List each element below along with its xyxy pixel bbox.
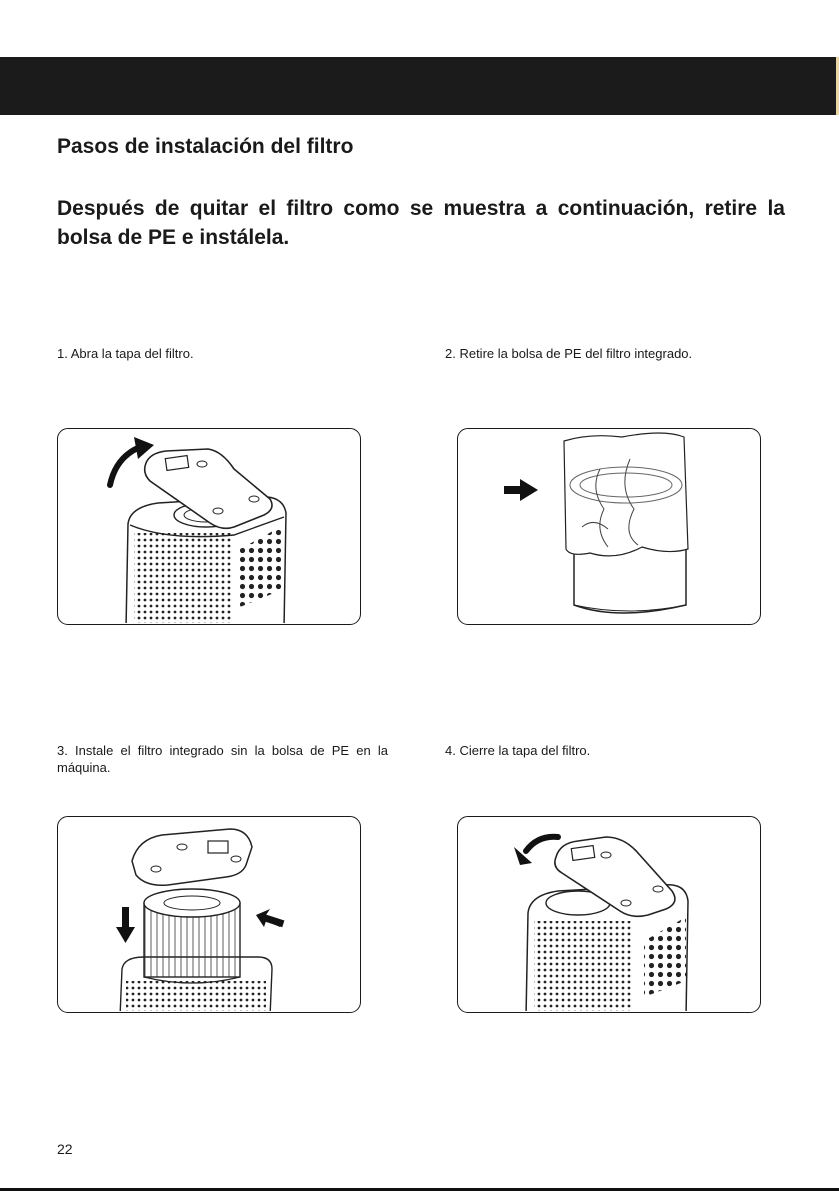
step-4-illustration [457, 816, 761, 1013]
filter-cylinder [574, 549, 686, 613]
step-3-illustration [57, 816, 361, 1013]
page-title: Pasos de instalación del filtro [57, 135, 354, 158]
page-number: 22 [57, 1141, 73, 1157]
arrow-right-icon [504, 479, 538, 501]
lid [132, 829, 252, 885]
filter-cylinder [144, 889, 240, 983]
step-3-text: 3. Instale el filtro integrado sin la bolsa de PE en la máquina. [57, 743, 388, 775]
step-1-text: 1. Abra la tapa del filtro. [57, 346, 194, 361]
header-bar [0, 57, 836, 115]
arrow-down-icon [116, 907, 135, 943]
arrow-left-icon [256, 909, 284, 927]
step-2-illustration [457, 428, 761, 625]
step-1-illustration [57, 428, 361, 625]
step-4-text: 4. Cierre la tapa del filtro. [445, 743, 591, 758]
arrow-curved-left-icon [514, 837, 558, 865]
step-2-text: 2. Retire la bolsa de PE del filtro integrado. [445, 346, 693, 361]
page-subtitle: Después de quitar el filtro como se muestra a continuación, retire la bolsa de PE e instálela. [57, 197, 785, 249]
pe-bag [564, 433, 688, 556]
